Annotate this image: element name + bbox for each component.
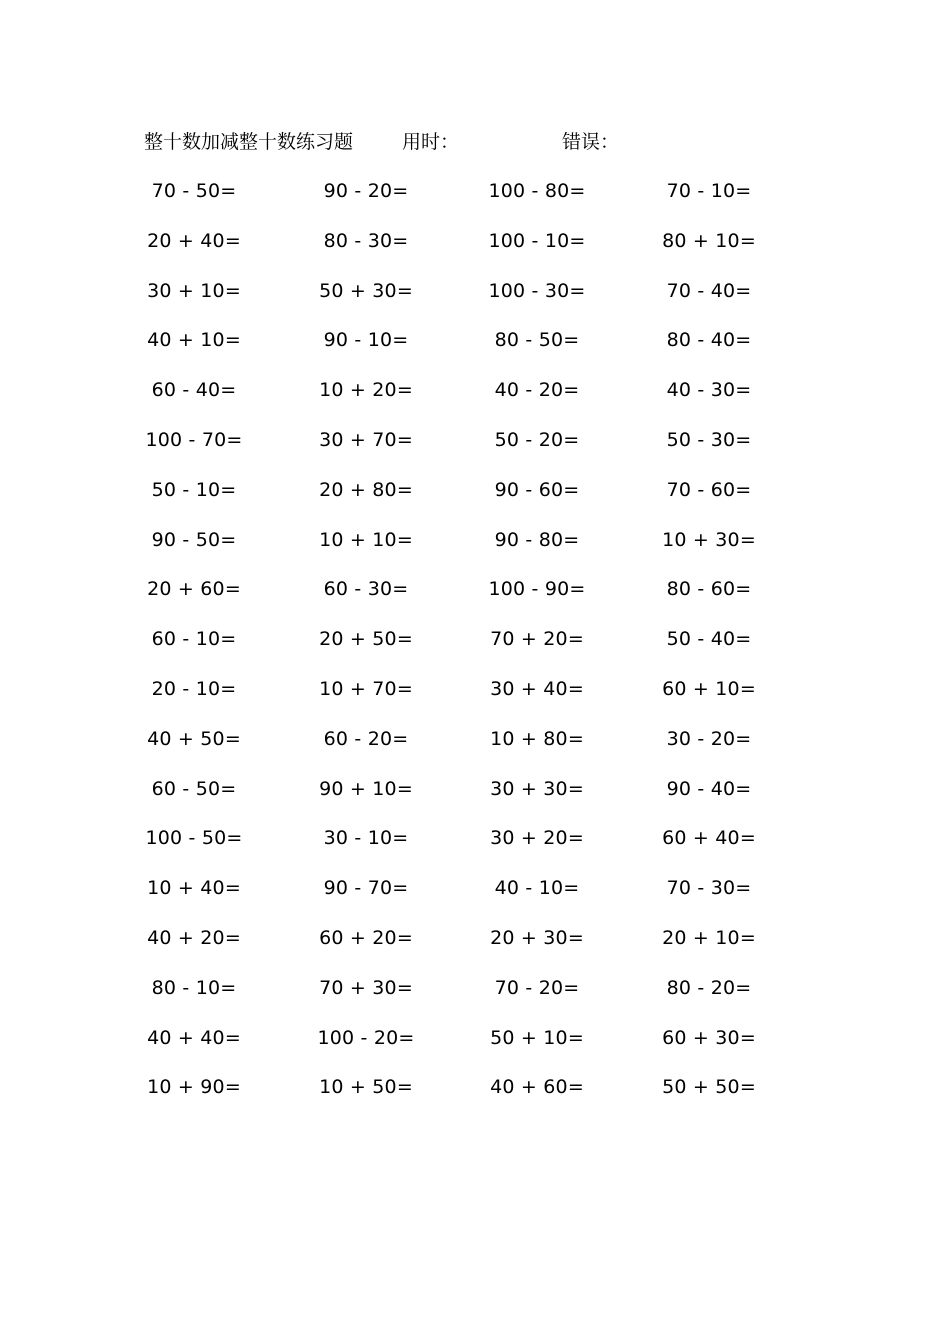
arithmetic-problem: 70 - 20= [494,976,580,999]
time-label: 用时： [402,131,460,153]
arithmetic-problem: 100 - 80= [488,180,586,202]
problem-row [120,476,810,526]
arithmetic-problem: 90 - 20= [323,180,409,202]
arithmetic-problem: 60 + 20= [319,926,413,949]
arithmetic-problem: 50 + 50= [662,1076,756,1099]
arithmetic-problem: 30 + 20= [490,827,584,850]
arithmetic-problem: 40 + 20= [147,926,241,949]
arithmetic-problem: 90 - 50= [151,528,237,551]
arithmetic-problem: 20 + 50= [319,628,413,651]
arithmetic-problem: 10 + 30= [662,528,756,551]
worksheet-header [144,128,844,156]
problem-row [120,625,810,675]
arithmetic-problem: 90 + 10= [319,777,413,800]
arithmetic-problem: 90 - 80= [494,528,580,551]
arithmetic-problem: 100 - 90= [488,578,586,601]
arithmetic-problem: 40 + 10= [147,329,241,352]
arithmetic-problem: 80 - 60= [666,578,752,601]
arithmetic-problem: 50 + 10= [490,1026,584,1049]
arithmetic-problem: 10 + 20= [319,379,413,402]
arithmetic-problem: 10 + 90= [147,1076,241,1099]
arithmetic-problem: 60 - 30= [323,578,409,601]
problem-row [120,725,810,775]
arithmetic-problem: 70 + 30= [319,976,413,999]
arithmetic-problem: 50 - 20= [494,428,580,451]
arithmetic-problem: 30 + 70= [319,428,413,451]
arithmetic-problem: 90 - 70= [323,877,409,900]
arithmetic-problem: 100 - 10= [488,229,586,252]
arithmetic-problem: 100 - 30= [488,279,586,302]
arithmetic-problem: 10 + 50= [319,1076,413,1099]
arithmetic-problem: 40 + 40= [147,1026,241,1049]
arithmetic-problem: 90 - 60= [494,478,580,501]
problem-row [120,526,810,576]
arithmetic-problem: 30 + 40= [490,677,584,700]
arithmetic-problem: 80 - 40= [666,329,752,352]
arithmetic-problem: 20 + 80= [319,478,413,501]
arithmetic-problem: 50 - 30= [666,428,752,451]
arithmetic-problem: 70 - 50= [151,180,237,202]
arithmetic-problem: 10 + 10= [319,528,413,551]
arithmetic-problem: 100 - 20= [317,1026,415,1049]
worksheet-title: 整十数加减整十数练习题 [144,131,354,153]
arithmetic-problem: 70 - 30= [666,877,752,900]
arithmetic-problem: 80 - 20= [666,976,752,999]
problem-row [120,227,810,277]
problem-row [120,376,810,426]
problem-row [120,326,810,376]
error-label: 错误： [562,131,620,153]
arithmetic-problem: 20 - 10= [151,677,237,700]
arithmetic-problem: 50 - 40= [666,628,752,651]
arithmetic-problem: 40 + 50= [147,727,241,750]
arithmetic-problem: 100 - 50= [145,827,243,850]
arithmetic-problem: 70 + 20= [490,628,584,651]
problem-row [120,277,810,327]
arithmetic-problem: 40 + 60= [490,1076,584,1099]
arithmetic-problem: 50 + 30= [319,279,413,302]
arithmetic-problem: 60 - 20= [323,727,409,750]
arithmetic-problem: 40 - 10= [494,877,580,900]
arithmetic-problem: 80 - 30= [323,229,409,252]
arithmetic-problem: 20 + 60= [147,578,241,601]
arithmetic-problem: 70 - 60= [666,478,752,501]
problem-row [120,1073,810,1123]
problem-row [120,575,810,625]
problem-row [120,675,810,725]
problem-row [120,974,810,1024]
arithmetic-problem: 60 + 10= [662,677,756,700]
arithmetic-problem: 80 - 10= [151,976,237,999]
arithmetic-problem: 30 - 20= [666,727,752,750]
arithmetic-problem: 70 - 10= [666,180,752,202]
arithmetic-problem: 30 + 10= [147,279,241,302]
arithmetic-problem: 10 + 80= [490,727,584,750]
arithmetic-problem: 60 + 40= [662,827,756,850]
arithmetic-problem: 60 - 40= [151,379,237,402]
problem-row [120,177,810,227]
arithmetic-problem: 100 - 70= [145,428,243,451]
arithmetic-problem: 90 - 40= [666,777,752,800]
problem-row [120,824,810,874]
arithmetic-problem: 80 - 50= [494,329,580,352]
arithmetic-problem: 60 - 10= [151,628,237,651]
problem-row [120,426,810,476]
arithmetic-problem: 40 - 30= [666,379,752,402]
problem-row [120,874,810,924]
arithmetic-problem: 40 - 20= [494,379,580,402]
arithmetic-problem: 30 - 10= [323,827,409,850]
arithmetic-problem: 60 - 50= [151,777,237,800]
problem-row [120,1024,810,1074]
arithmetic-problem: 20 + 10= [662,926,756,949]
problem-row [120,924,810,974]
arithmetic-problem: 10 + 70= [319,677,413,700]
arithmetic-problem: 80 + 10= [662,229,756,252]
arithmetic-problem: 20 + 30= [490,926,584,949]
problem-grid [120,177,810,1123]
arithmetic-problem: 30 + 30= [490,777,584,800]
problem-row [120,775,810,825]
arithmetic-problem: 60 + 30= [662,1026,756,1049]
arithmetic-problem: 50 - 10= [151,478,237,501]
arithmetic-problem: 20 + 40= [147,229,241,252]
arithmetic-problem: 70 - 40= [666,279,752,302]
arithmetic-problem: 90 - 10= [323,329,409,352]
arithmetic-problem: 10 + 40= [147,877,241,900]
